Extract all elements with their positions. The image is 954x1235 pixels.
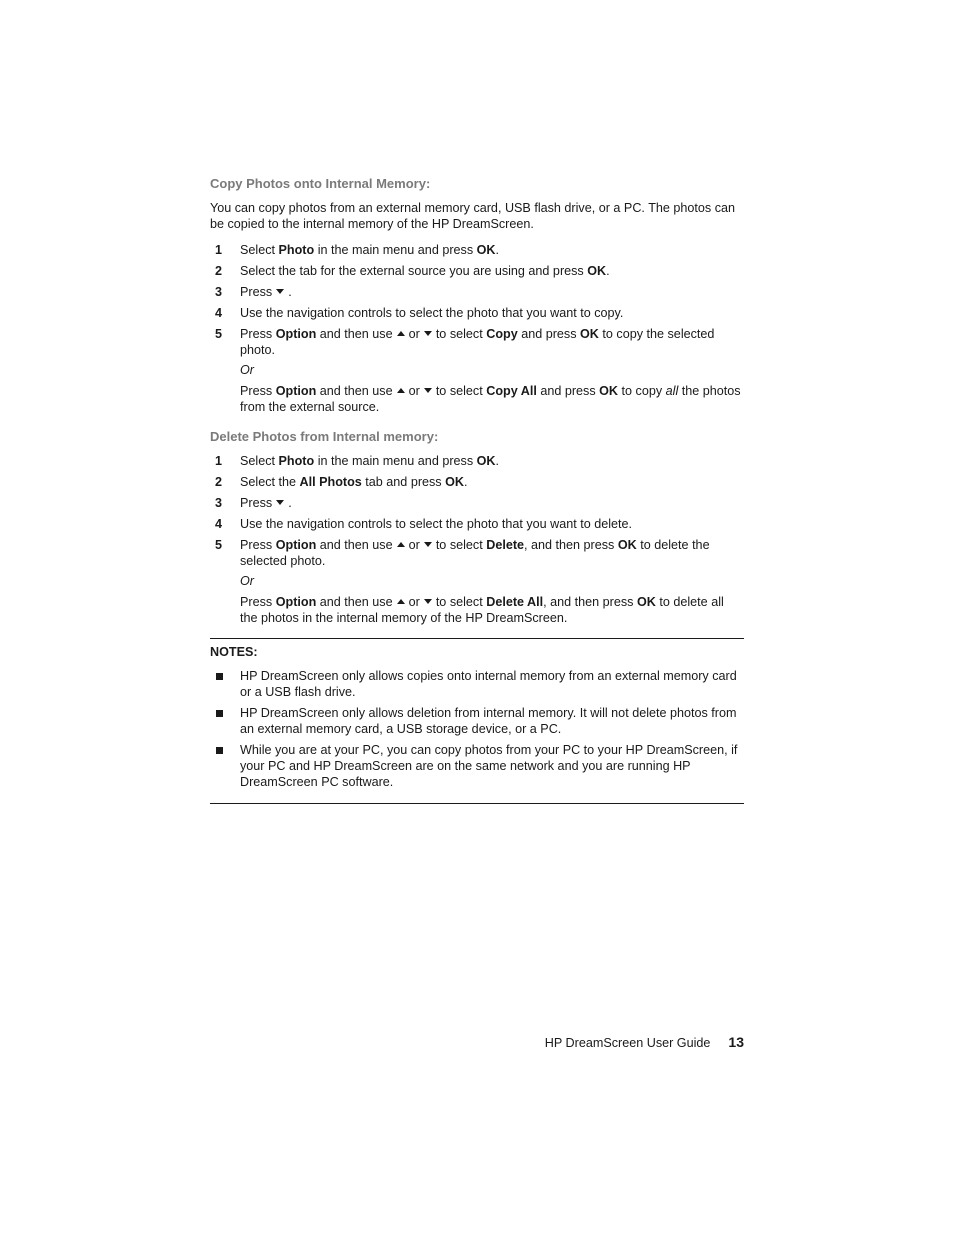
copy-steps-list [210,242,744,415]
step-number: 5 [215,538,223,552]
step-number: 4 [215,517,223,531]
page-content [210,176,744,804]
notes-box [210,638,744,804]
copy-section-heading: Copy Photos onto Internal Memory: [210,176,431,191]
or-separator: Or [240,363,254,377]
step-number: 1 [215,454,223,468]
up-arrow-icon [397,542,405,547]
notes-title: NOTES: [210,645,258,659]
step-number: 2 [215,264,223,278]
step-number: 1 [215,243,223,257]
up-arrow-icon [397,599,405,604]
guide-title: HP DreamScreen User Guide [544,1036,711,1050]
delete-step-4: 4 Use the navigation controls to select the photo that you want to delete. [210,516,744,532]
delete-step-3: 3 Press . [210,495,744,511]
down-arrow-icon [276,500,284,505]
square-bullet-icon [216,747,223,754]
square-bullet-icon [216,710,223,717]
notes-list [210,668,744,790]
delete-steps-list [210,453,744,626]
up-arrow-icon [397,388,405,393]
note-item: HP DreamScreen only allows deletion from internal memory. It will not delete photos from an external memory card, a USB storage device, or a PC. [210,705,744,737]
step-number: 3 [215,496,223,510]
copy-step-3: 3 Press . [210,284,744,300]
step-number: 4 [215,306,223,320]
down-arrow-icon [424,542,432,547]
page-footer [545,1034,744,1051]
copy-step-1: 1 Select Photo in the main menu and press OK. [210,242,744,258]
or-separator: Or [240,574,254,588]
step-number: 2 [215,475,223,489]
copy-step-5: 5 Press Option and then use or to select Copy and press OK to copy the selected photo. Or Press Option and then use or to select Copy All and press OK to copy all the photos from the external source. [210,326,744,415]
delete-step-1: 1 Select Photo in the main menu and press OK. [210,453,744,469]
delete-step-5: 5 Press Option and then use or to select Delete, and then press OK to delete the selected photo. Or Press Option and then use or to select Delete All, and then press OK to delete all the photos in the internal memory of the HP DreamScreen. [210,537,744,626]
down-arrow-icon [424,388,432,393]
copy-step-4: 4 Use the navigation controls to select the photo that you want to copy. [210,305,744,321]
down-arrow-icon [276,289,284,294]
down-arrow-icon [424,331,432,336]
delete-section-heading: Delete Photos from Internal memory: [210,429,439,444]
step-number: 5 [215,327,223,341]
up-arrow-icon [397,331,405,336]
note-item: While you are at your PC, you can copy photos from your PC to your HP DreamScreen, if your PC and HP DreamScreen are on the same network and you are running HP DreamScreen PC software. [210,742,744,790]
down-arrow-icon [424,599,432,604]
note-item: HP DreamScreen only allows copies onto internal memory from an external memory card or a USB flash drive. [210,668,744,700]
page-number: 13 [728,1034,744,1050]
copy-step-2: 2 Select the tab for the external source you are using and press OK. [210,263,744,279]
step-number: 3 [215,285,223,299]
copy-section-intro: You can copy photos from an external memory card, USB flash drive, or a PC. The photos can be copied to the internal memory of the HP DreamScreen. [210,201,736,231]
delete-step-2: 2 Select the All Photos tab and press OK. [210,474,744,490]
square-bullet-icon [216,673,223,680]
